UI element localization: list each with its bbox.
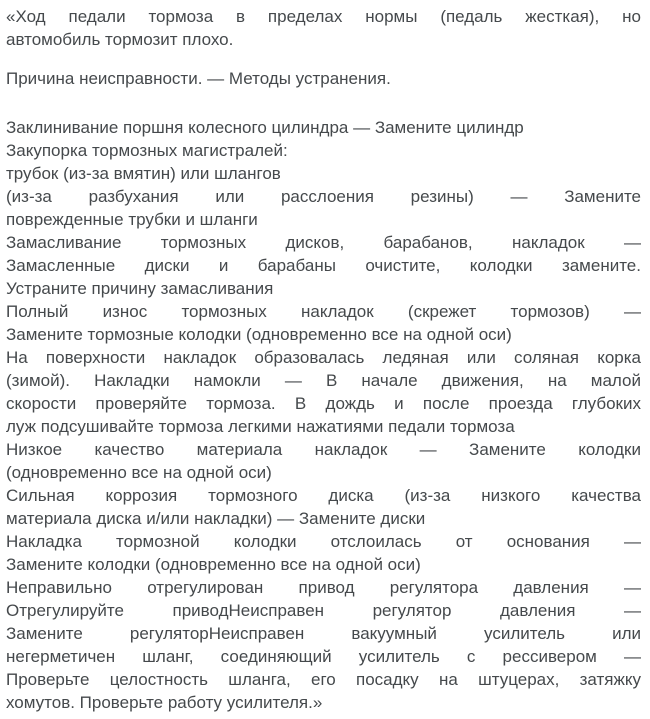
text-line: Замените тормозные колодки (одновременно все на одной оси) [6, 325, 512, 344]
paragraph [6, 67, 641, 90]
text-line: трубок (из-за вмятин) или шлангов [6, 164, 281, 183]
text-line: Сильная коррозия тормозного диска (из-за низкого качества [6, 486, 641, 505]
text-line: Проверьте целостность шланга, его посадку на штуцерах, затяжку [6, 670, 641, 689]
text-line: (зимой). Накладки намокли — В начале движения, на малой [6, 371, 641, 390]
text-line: негерметичен шланг, соединяющий усилитель с рессивером — [6, 647, 641, 666]
text-line: Замените регуляторНеисправен вакуумный усилитель или [6, 624, 641, 643]
text-line: Низкое качество материала накладок — Замените колодки [6, 440, 641, 459]
text-line: автомобиль тормозит плохо. [6, 30, 234, 49]
document-text [6, 5, 641, 714]
text-line: Накладка тормозной колодки отслоилась от основания — [6, 532, 641, 551]
paragraph [6, 116, 641, 714]
text-line: «Ход педали тормоза в пределах нормы (педаль жесткая), но [6, 7, 641, 26]
text-line: поврежденные трубки и шланги [6, 210, 258, 229]
text-line: скорости проверяйте тормоза. В дождь и после проезда глубоких [6, 394, 641, 413]
text-line: Заклинивание поршня колесного цилиндра — Замените цилиндр [6, 118, 524, 137]
text-line: Закупорка тормозных магистралей: [6, 141, 288, 160]
text-line: материала диска и/или накладки) — Замените диски [6, 509, 426, 528]
text-line: Причина неисправности. — Методы устранения. [6, 69, 391, 88]
text-line: Устраните причину замасливания [6, 279, 274, 298]
text-line: Отрегулируйте приводНеисправен регулятор давления — [6, 601, 641, 620]
text-line: Замените колодки (одновременно все на одной оси) [6, 555, 421, 574]
text-line: Неправильно отрегулирован привод регулятора давления — [6, 578, 641, 597]
text-line: На поверхности накладок образовалась ледяная или соляная корка [6, 348, 641, 367]
paragraph [6, 5, 641, 51]
text-line: Полный износ тормозных накладок (скрежет тормозов) — [6, 302, 641, 321]
text-line: Замасливание тормозных дисков, барабанов, накладок — [6, 233, 641, 252]
text-line: (одновременно все на одной оси) [6, 463, 272, 482]
text-line: Замасленные диски и барабаны очистите, колодки замените. [6, 256, 641, 275]
text-line: луж подсушивайте тормоза легкими нажатиями педали тормоза [6, 417, 515, 436]
text-line: хомутов. Проверьте работу усилителя.» [6, 693, 323, 712]
text-line: (из-за разбухания или расслоения резины) — Замените [6, 187, 641, 206]
